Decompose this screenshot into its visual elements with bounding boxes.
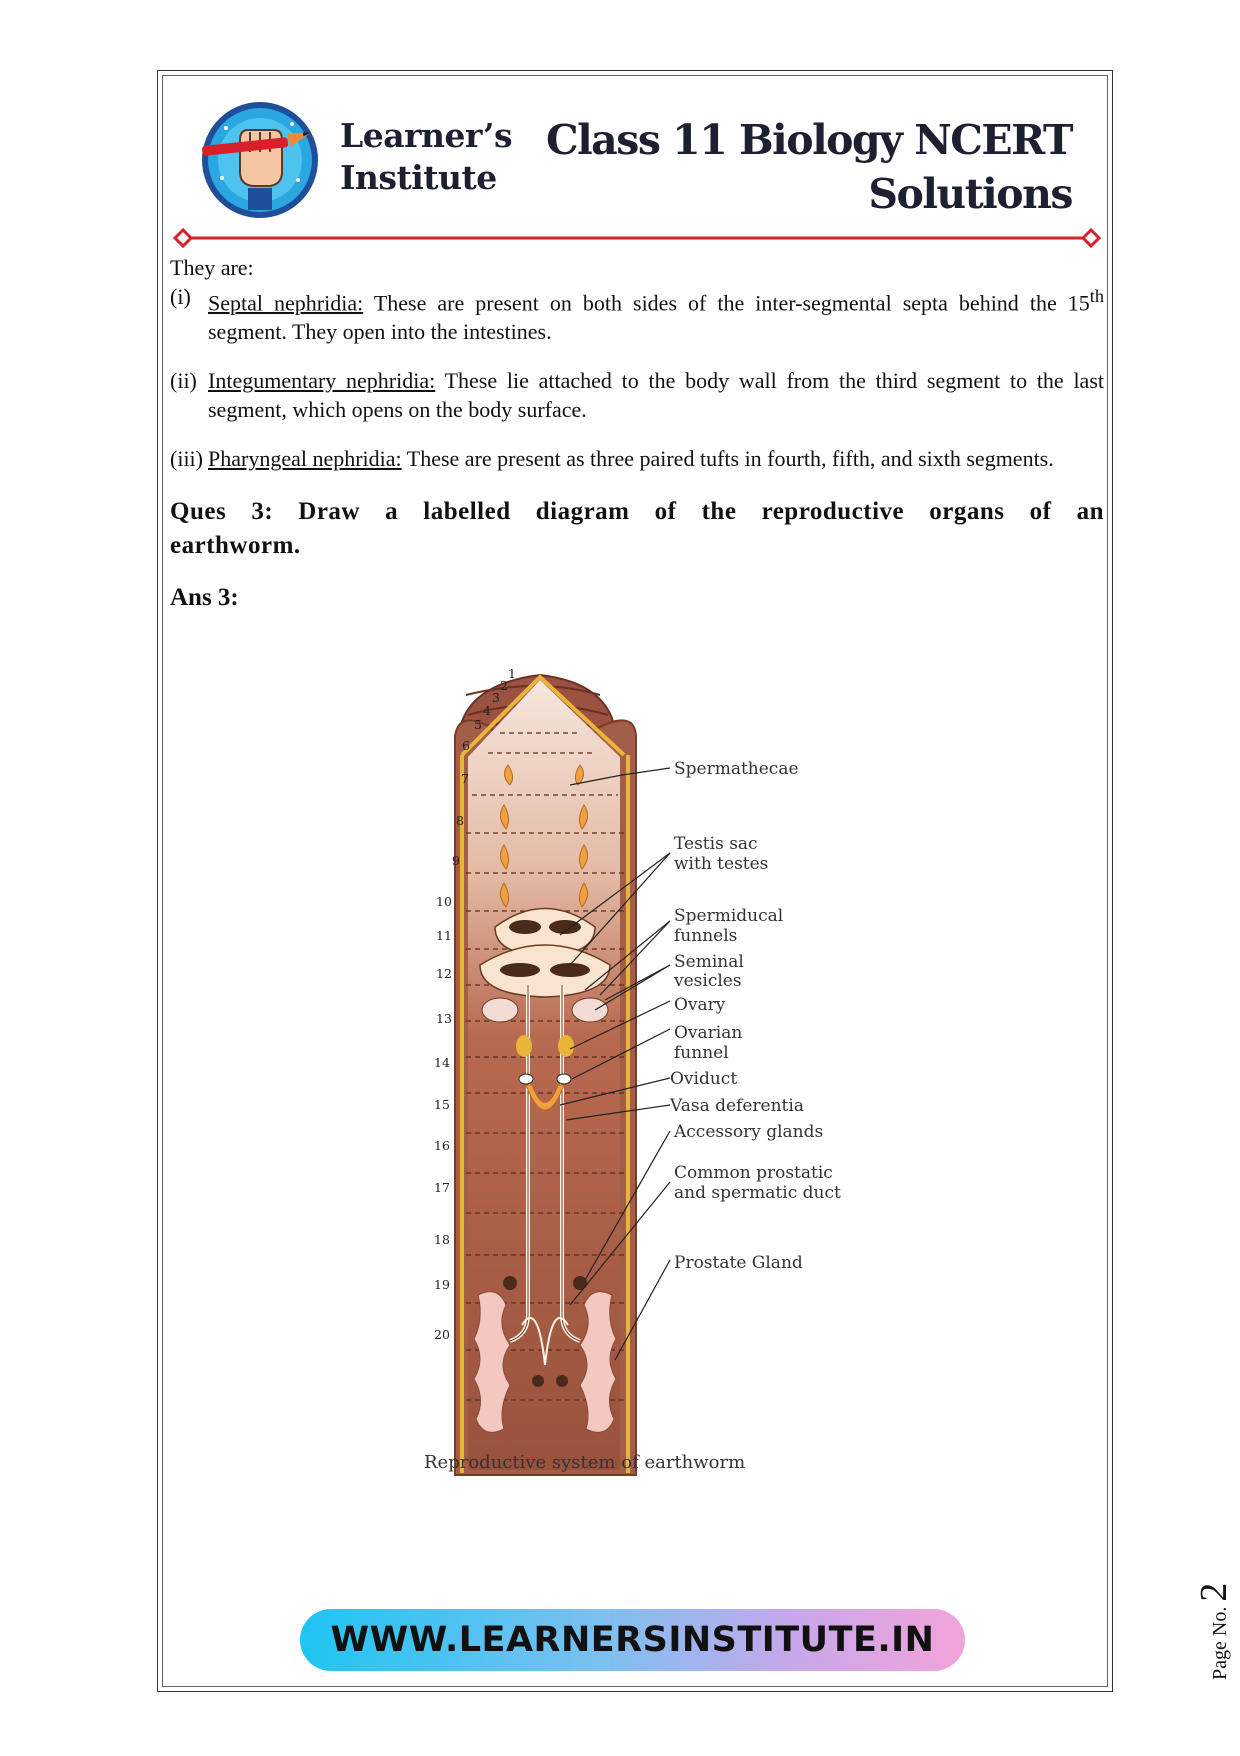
label-ovarian-funnel: Ovarian (674, 1023, 743, 1043)
brand-line-1: Learner’s (340, 116, 513, 155)
segment-number: 12 (436, 966, 452, 981)
item-number: (i) (170, 284, 191, 309)
label-ovarian-funnel-2: funnel (674, 1043, 729, 1063)
superscript: th (1089, 286, 1105, 306)
item-number: (iii) (170, 446, 203, 472)
nephridia-item-pharyngeal (170, 444, 1104, 473)
brand-line-2: Institute (340, 158, 497, 197)
label-seminal: Seminal (674, 952, 744, 972)
label-accessory-glands: Accessory glands (674, 1122, 824, 1142)
segment-number: 15 (434, 1097, 450, 1112)
segment-number: 17 (434, 1180, 450, 1195)
label-testis-sac-2: with testes (674, 854, 769, 874)
segment-number: 2 (500, 678, 508, 693)
segment-number: 4 (483, 703, 491, 718)
nephridia-item-integumentary (170, 366, 1104, 424)
label-ovary: Ovary (674, 995, 726, 1015)
page-number (1192, 1583, 1236, 1680)
question-3: Ques 3: Draw a labelled diagram of the reproductive organs of an earthworm. (170, 498, 1104, 560)
website-banner[interactable] (300, 1609, 965, 1671)
label-prostatic-duct-2: and spermatic duct (674, 1183, 841, 1203)
label-vasa-deferentia: Vasa deferentia (670, 1096, 804, 1116)
label-testis-sac: Testis sac (674, 834, 758, 854)
header-divider (172, 228, 1102, 248)
header-title-line-2: Solutions (868, 170, 1072, 218)
label-spermiducal-2: funnels (674, 926, 738, 946)
website-url[interactable]: WWW.LEARNERSINSTITUTE.IN (330, 1620, 935, 1660)
intro-text: They are: (170, 255, 254, 280)
segment-number: 3 (492, 690, 500, 705)
learners-institute-logo (200, 100, 320, 220)
brand-name (340, 115, 512, 199)
segment-number: 8 (456, 813, 464, 828)
segment-number: 13 (436, 1011, 452, 1026)
segment-number: 14 (434, 1055, 450, 1070)
page-number-label: Page No. (1209, 1601, 1231, 1680)
label-oviduct: Oviduct (670, 1069, 738, 1089)
segment-number: 6 (462, 738, 470, 753)
item-number: (ii) (170, 368, 197, 394)
label-prostatic-duct: Common prostatic (674, 1163, 833, 1183)
item-body: These are present as three paired tufts in fourth, fifth, and sixth segments. (401, 446, 1054, 472)
header-title (546, 113, 1072, 221)
segment-number: 16 (434, 1138, 450, 1153)
item-text (208, 366, 1104, 424)
item-body: These lie attached to the body wall from the third segment to the last segment, which opens on the body surface. (208, 368, 1104, 423)
item-text (208, 282, 1104, 346)
segment-number: 11 (436, 928, 452, 943)
item-term: Pharyngeal nephridia: (208, 446, 402, 472)
label-seminal-2: vesicles (674, 971, 742, 991)
segment-number: 20 (434, 1327, 450, 1342)
nephridia-item-septal (170, 282, 1104, 346)
label-prostate-gland: Prostate Gland (674, 1253, 803, 1273)
segment-number: 9 (452, 853, 460, 868)
segment-number: 7 (461, 771, 469, 786)
item-text (208, 444, 1104, 473)
item-term: Septal nephridia: (208, 290, 364, 316)
segment-number: 1 (508, 666, 516, 681)
earthworm-reproductive-diagram (420, 665, 880, 1495)
item-term: Integumentary nephridia: (208, 368, 436, 394)
label-spermiducal: Spermiducal (674, 906, 784, 926)
segment-number: 10 (436, 894, 452, 909)
item-body-end: segment. They open into the intestines. (208, 319, 552, 345)
item-body: These are present on both sides of the inter-segmental septa behind the 15 (363, 290, 1090, 316)
label-spermathecae: Spermathecae (674, 759, 799, 779)
main-content (170, 253, 1104, 612)
header-title-line-1: Class 11 Biology NCERT (545, 116, 1072, 164)
page-number-value: 2 (1193, 1582, 1235, 1602)
segment-number: 19 (434, 1277, 450, 1292)
answer-3-label: Ans 3: (170, 584, 239, 612)
segment-number: 5 (474, 717, 482, 732)
segment-number: 18 (434, 1232, 450, 1247)
figure-caption: Reproductive system of earthworm (424, 1452, 746, 1473)
